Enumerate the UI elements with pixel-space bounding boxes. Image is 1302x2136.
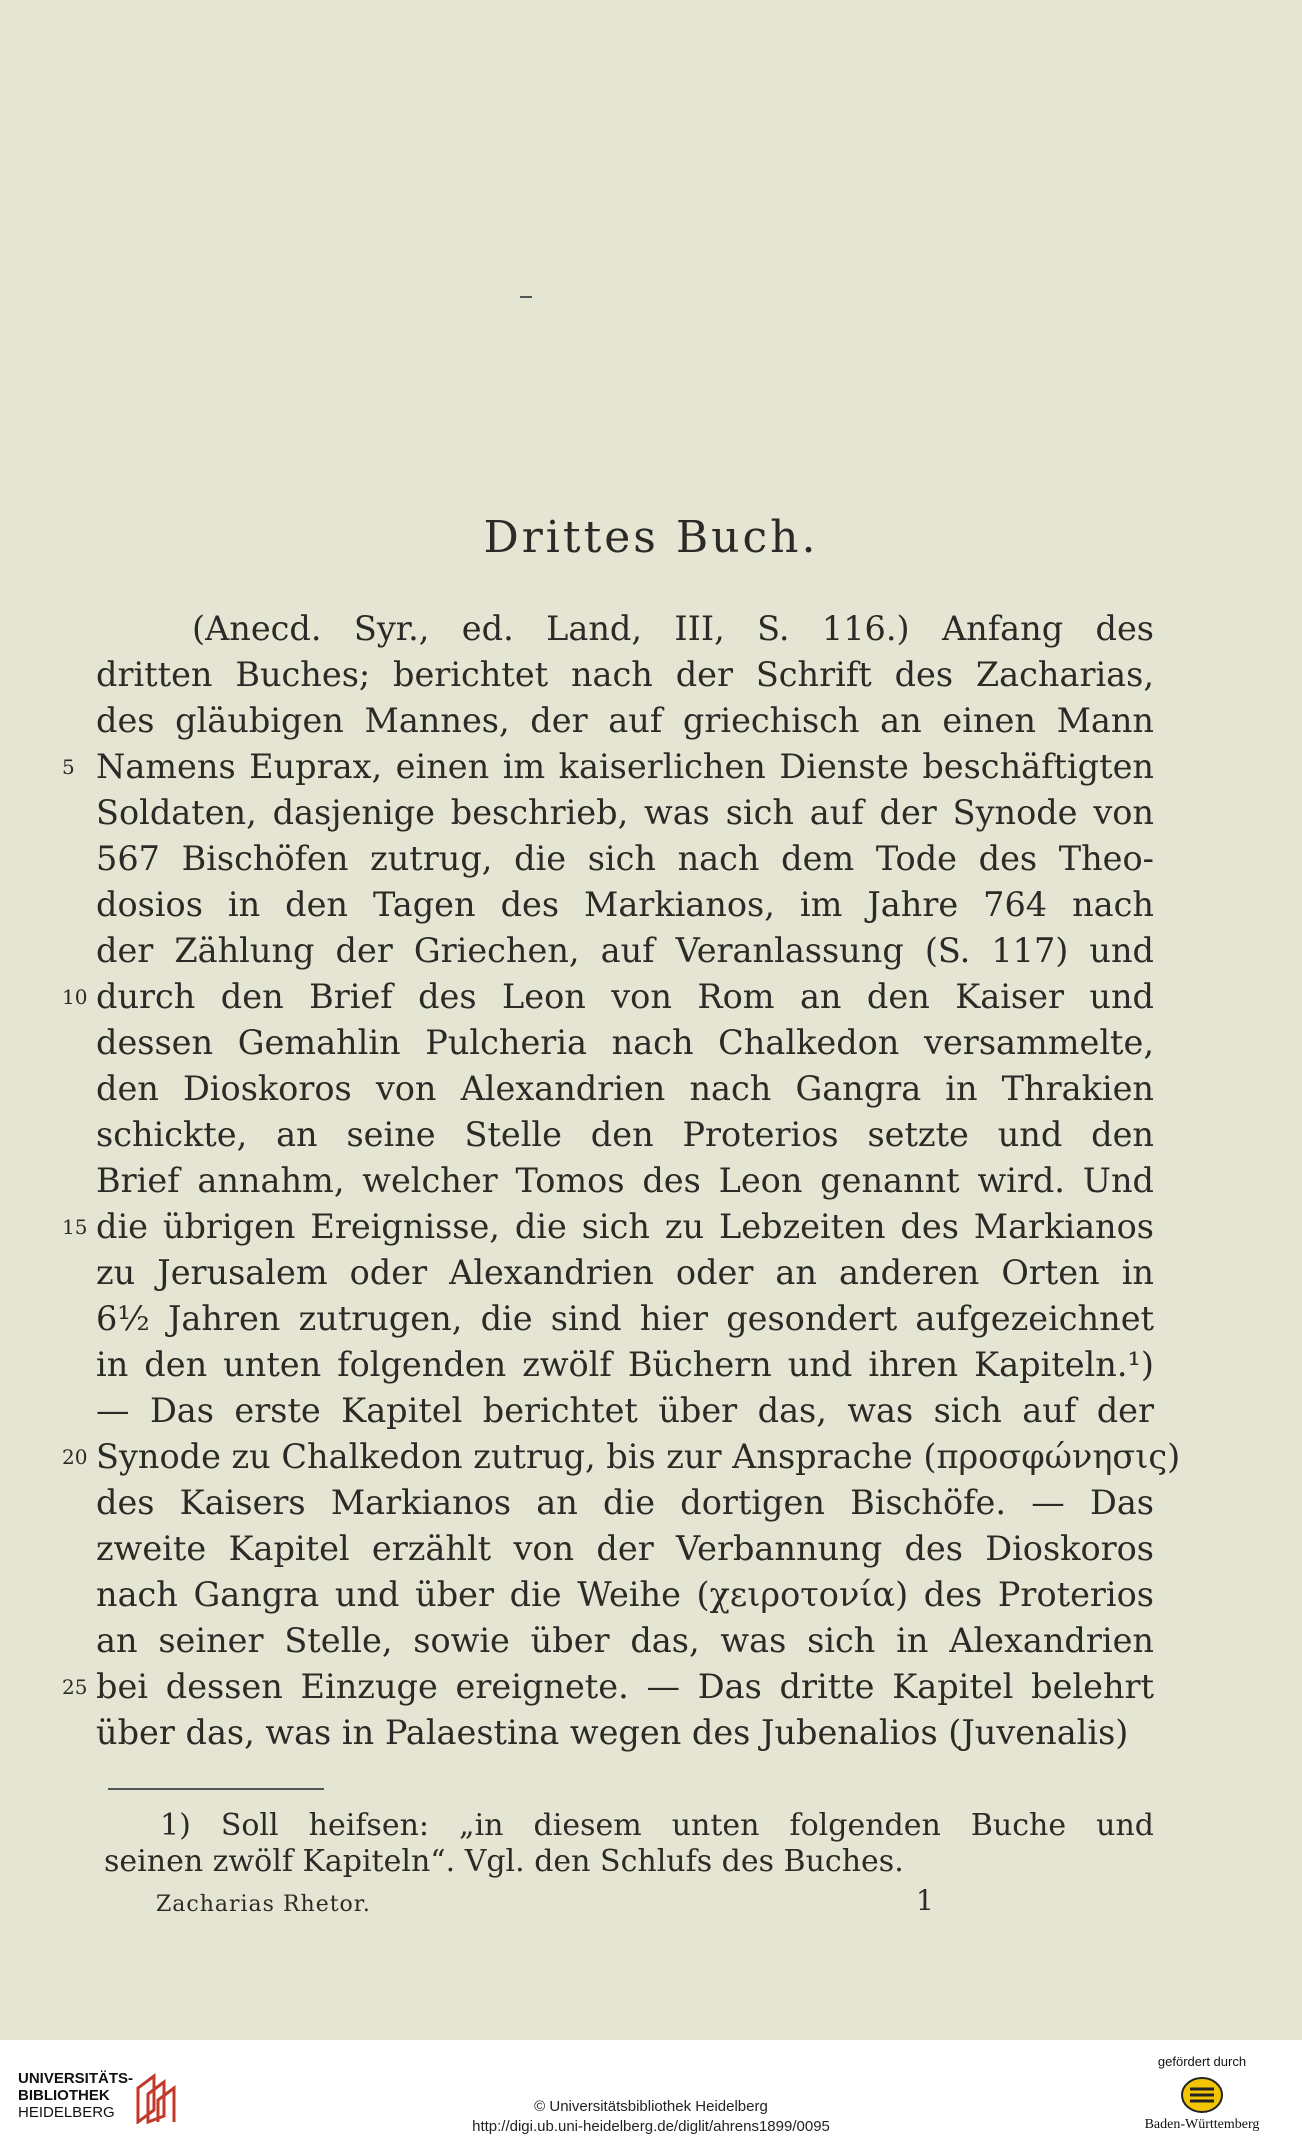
line-text: dessen Gemahlin Pulcheria nach Chalkedon versammelte, [96,1023,1154,1062]
copyright-notice: © Universitätsbibliothek Heidelberg [534,2098,768,2115]
page-number: 1 [916,1884,934,1917]
text-line [96,1710,1154,1756]
line-text: Synode zu Chalkedon zutrug, bis zur Ansprache (προσφώνησις) [96,1437,1181,1476]
footnote [104,1808,1154,1880]
text-line [96,1342,1154,1388]
sponsor-name: Baden-Württemberg [1144,2117,1260,2132]
book-heading: Drittes Buch. [483,512,819,563]
text-line [96,882,1154,928]
viewer-footer [0,2040,1302,2136]
text-line [96,1250,1154,1296]
text-line [96,1618,1154,1664]
text-line [96,928,1154,974]
line-text: an seiner Stelle, sowie über das, was sich in Alexandrien [96,1621,1154,1660]
text-line [96,606,1154,652]
line-number: 15 [62,1215,88,1239]
line-number: 10 [62,985,88,1009]
footnote-rule [108,1788,324,1790]
text-line [96,1296,1154,1342]
footnote-line: seinen zwölf Kapiteln“. Vgl. den Schlufs des Buches. [104,1844,904,1879]
line-text: durch den Brief des Leon von Rom an den Kaiser und [96,977,1154,1016]
text-line [96,1020,1154,1066]
line-text: des gläubigen Mannes, der auf griechisch an einen Mann [96,701,1154,740]
state-crest-icon [1180,2075,1224,2115]
permalink[interactable]: http://digi.ub.uni-heidelberg.de/diglit/ahrens1899/0095 [472,2118,830,2135]
footnote-line: 1) Soll heifsen: „in diesem unten folgenden Buche und [160,1808,1154,1843]
main-text [62,606,1181,1756]
line-text: dosios in den Tagen des Markianos, im Jahre 764 nach [96,885,1154,924]
text-line [96,1572,1154,1618]
line-text: die übrigen Ereignisse, die sich zu Lebzeiten des Markianos [96,1207,1154,1246]
line-number: 25 [62,1675,88,1699]
library-name-line: UNIVERSITÄTS- [18,2070,134,2087]
text-line [96,698,1154,744]
line-text: (Anecd. Syr., ed. Land, III, S. 116.) Anfang des [192,609,1154,648]
sponsor-label: gefördert durch [1157,2054,1247,2069]
line-text: in den unten folgenden zwölf Büchern und ihren Kapiteln.¹) [96,1345,1154,1384]
line-text: über das, was in Palaestina wegen des Jubenalios (Juvenalis) [96,1713,1129,1752]
line-text: Soldaten, dasjenige beschrieb, was sich auf der Synode von [96,793,1154,832]
text-line [96,1066,1154,1112]
line-text: den Dioskoros von Alexandrien nach Gangra in Thrakien [96,1069,1154,1108]
printer-mark [520,296,532,298]
line-number: 20 [62,1445,88,1469]
line-text: dritten Buches; berichtet nach der Schrift des Zacharias, [96,655,1154,694]
text-line [96,1480,1154,1526]
text-line [96,1158,1154,1204]
text-line [96,1388,1154,1434]
line-text: 567 Bischöfen zutrug, die sich nach dem Tode des Theo- [96,839,1154,878]
sponsor-block [1132,2054,1272,2133]
line-text: 6½ Jahren zutrugen, die sind hier gesondert aufgezeichnet [96,1299,1154,1338]
text-line [62,974,1154,1020]
line-text: nach Gangra und über die Weihe (χειροτονία) des Proterios [96,1575,1154,1614]
text-line [96,1112,1154,1158]
line-text: Namens Euprax, einen im kaiserlichen Dienste beschäftigten [96,747,1154,786]
line-text: der Zählung der Griechen, auf Veranlassung (S. 117) und [96,931,1154,970]
text-line [96,652,1154,698]
text-line [62,1434,1181,1480]
line-text: schickte, an seine Stelle den Proterios setzte und den [96,1115,1154,1154]
text-line [62,1664,1154,1710]
library-name-line: HEIDELBERG [18,2104,115,2121]
line-text: des Kaisers Markianos an die dortigen Bischöfe. — Das [96,1483,1154,1522]
text-line [96,836,1154,882]
text-line [96,790,1154,836]
signature-mark: Zacharias Rhetor. [156,1892,371,1917]
line-text: zweite Kapitel erzählt von der Verbannung des Dioskoros [96,1529,1154,1568]
line-text: bei dessen Einzuge ereignete. — Das dritte Kapitel belehrt [96,1667,1154,1706]
line-text: Brief annahm, welcher Tomos des Leon genannt wird. Und [96,1161,1154,1200]
text-line [96,1526,1154,1572]
text-line [62,744,1154,790]
text-line [62,1204,1154,1250]
line-number: 5 [62,755,75,779]
library-name-line: BIBLIOTHEK [18,2087,110,2104]
line-text: — Das erste Kapitel berichtet über das, was sich auf der [96,1391,1154,1430]
line-text: zu Jerusalem oder Alexandrien oder an anderen Orten in [96,1253,1154,1292]
